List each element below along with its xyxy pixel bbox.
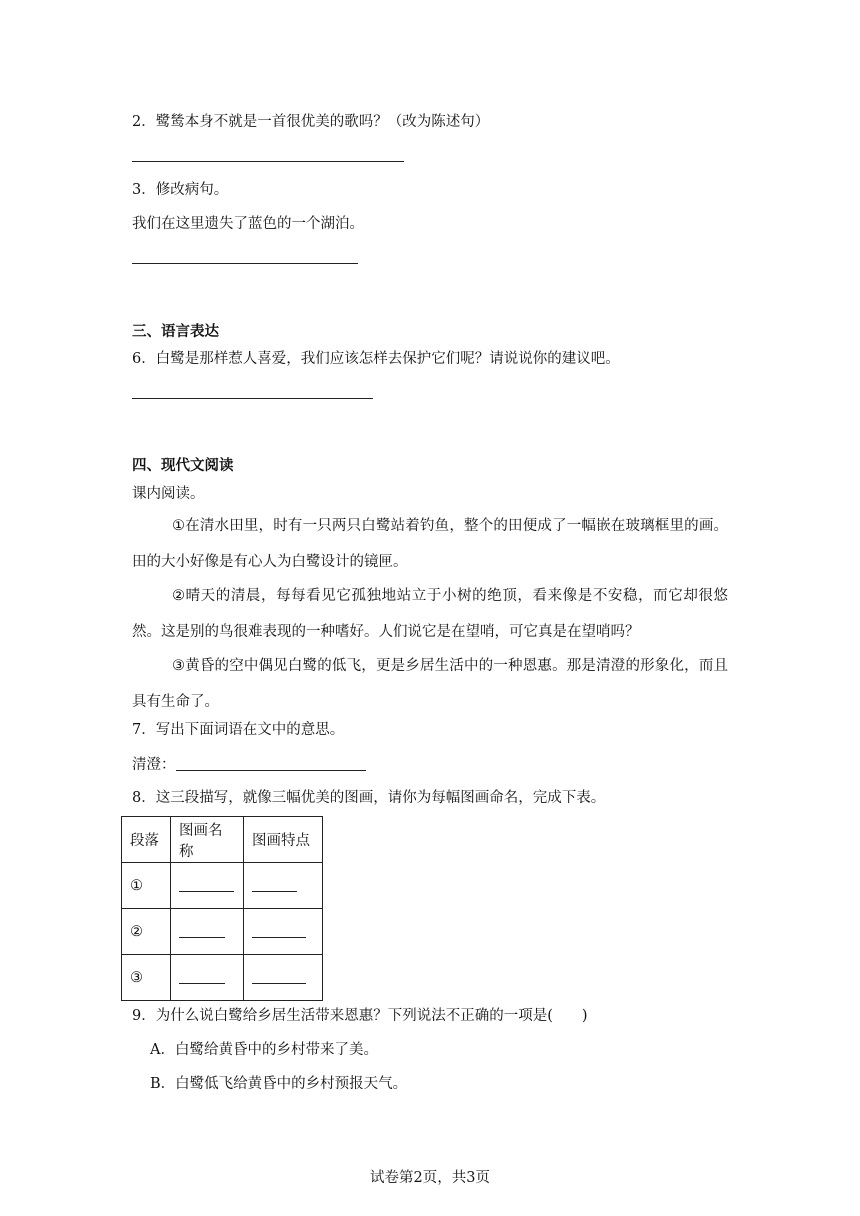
header-picture-name: 图画名称 [171, 817, 244, 863]
question-9: 9．为什么说白鹭给乡居生活带来恩惠？下列说法不正确的一项是( ) [132, 1008, 588, 1024]
reading-instruction: 课内阅读。 [132, 486, 205, 502]
name-blank-cell[interactable] [171, 909, 244, 955]
table-row [122, 909, 323, 955]
header-picture-feature: 图画特点 [244, 817, 323, 863]
passage-paragraph-3: ③黄昏的空中偶见白鹭的低飞，更是乡居生活中的一种恩惠。那是清澄的形象化，而且具有生命了。 [132, 658, 728, 710]
header-paragraph: 段落 [122, 817, 171, 863]
name-blank-cell[interactable] [171, 955, 244, 1001]
passage-paragraph-2: ②晴天的清晨，每每看见它孤独地站立于小树的绝顶，看来像是不安稳，而它却很悠然。这是别的鸟很难表现的一种嗜好。人们说它是在望哨，可它真是在望哨吗？ [132, 588, 728, 640]
answer-line-q6[interactable] [132, 398, 373, 399]
feature-blank[interactable] [252, 969, 306, 984]
feature-blank[interactable] [252, 877, 297, 892]
feature-blank-cell[interactable] [244, 863, 323, 909]
passage-paragraph-1: ①在清水田里，时有一只两只白鹭站着钓鱼，整个的田便成了一幅嵌在玻璃框里的画。田的大小好像是有心人为白鹭设计的镜匣。 [132, 518, 728, 570]
name-blank[interactable] [179, 923, 225, 938]
feature-blank[interactable] [252, 923, 306, 938]
section-4-heading: 四、现代文阅读 [132, 458, 234, 474]
name-blank-cell[interactable] [171, 863, 244, 909]
feature-blank-cell[interactable] [244, 955, 323, 1001]
naming-table [121, 816, 323, 1001]
answer-line-q2[interactable] [132, 161, 404, 162]
question-3-sentence: 我们在这里遗失了蓝色的一个湖泊。 [132, 216, 364, 232]
page-footer: 试卷第2页，共3页 [370, 1170, 490, 1186]
table-row [122, 955, 323, 1001]
row-label: ① [122, 863, 171, 909]
answer-line-q3[interactable] [132, 263, 358, 264]
question-3-title: 3．修改病句。 [132, 182, 229, 198]
term-answer-blank[interactable] [176, 754, 366, 771]
row-label: ② [122, 909, 171, 955]
name-blank[interactable] [179, 877, 234, 892]
question-6: 6．白鹭是那样惹人喜爱，我们应该怎样去保护它们呢？请说说你的建议吧。 [132, 351, 620, 367]
option-a[interactable]: A．白鹭给黄昏中的乡村带来了美。 [150, 1042, 378, 1058]
question-7: 7．写出下面词语在文中的意思。 [132, 722, 345, 738]
row-label: ③ [122, 955, 171, 1001]
table-header-row [122, 817, 323, 863]
name-blank[interactable] [179, 969, 225, 984]
table-row [122, 863, 323, 909]
feature-blank-cell[interactable] [244, 909, 323, 955]
question-7-term [132, 754, 366, 775]
question-8: 8．这三段描写，就像三幅优美的图画，请你为每幅图画命名，完成下表。 [132, 790, 606, 806]
option-b[interactable]: B．白鹭低飞给黄昏中的乡村预报天气。 [150, 1076, 408, 1092]
term-label: 清澄： [132, 757, 176, 773]
question-2: 2．鹭鸶本身不就是一首很优美的歌吗？（改为陈述句） [132, 114, 490, 130]
section-3-heading: 三、语言表达 [132, 324, 219, 340]
